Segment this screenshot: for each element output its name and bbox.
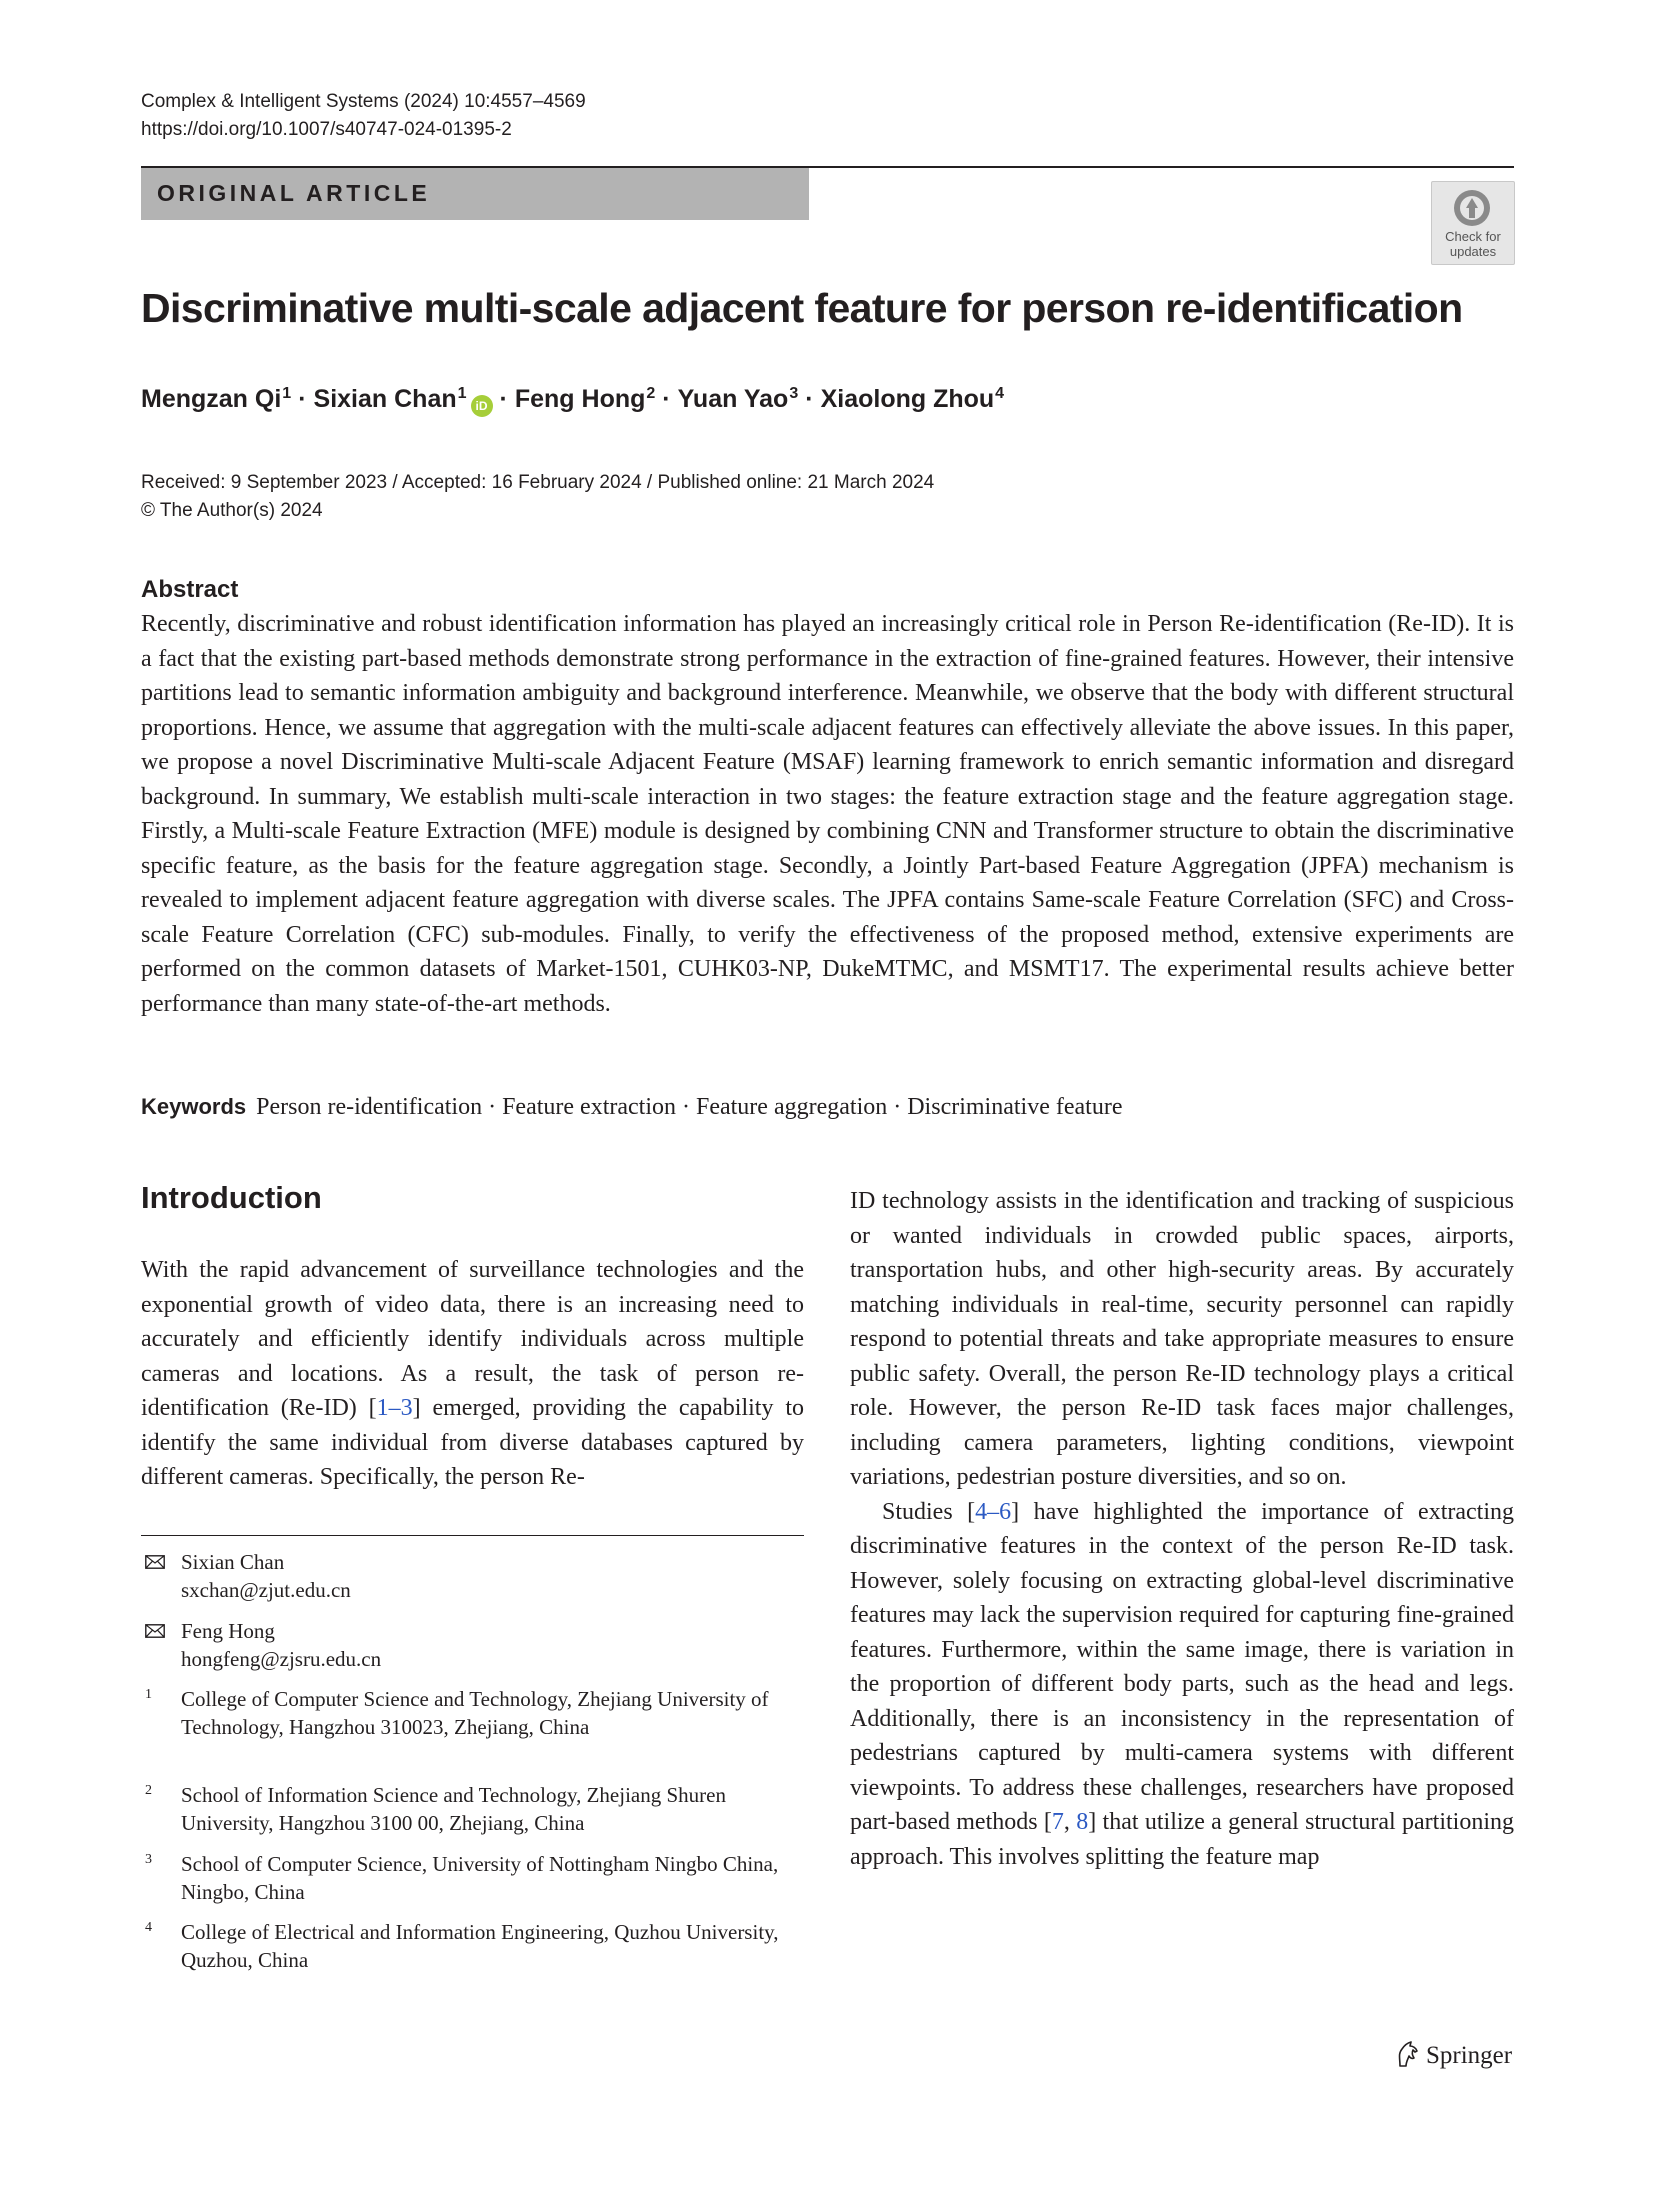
intro-right-column [850,1184,1514,1874]
author-list: Mengzan $Qi^1$ · Sixian Chan$^1$iD · Feng Hong$^2$ · Yuan Yao$^3$ · Xiaolong Zhou$^4$ [141,385,1004,417]
paper-title: Discriminative multi-scale adjacent feature for person re-identification [141,285,1463,331]
check-for-updates-badge[interactable] [1431,181,1515,265]
keywords-heading: Keywords [141,1094,247,1119]
keywords [141,1094,1122,1121]
affiliation-text: College of Computer Science and Technology, Zhejiang University of Technology, Hangzhou 310023, Zhejiang, China [181,1687,769,1739]
affiliation-number: 2 [145,1783,152,1798]
affiliation-number: 1 [145,1687,152,1702]
article-type-band [141,168,809,220]
author[interactable]: Yuan Yao$^3$ [677,385,799,413]
publisher-name: Springer [1426,2042,1513,2069]
author[interactable]: Mengzan Qi$^1$ [141,385,292,413]
citation-link[interactable]: 8 [1076,1809,1089,1835]
paragraph: ID technology assists in the identification and tracking of suspicious or wanted individuals in crowded public spaces, airports, transportation hubs, and other high-security areas. By accurately matching individuals in real-time, security personnel can rapidly respond to potential threats and take appropriate measures to ensure public safety. Overall, the person Re-ID technology plays a critical role. However, the person Re-ID task faces major challenges, including camera parameters, lighting conditions, viewpoint variations, pedestrian posture diversities, and so on. [850,1188,1514,1490]
keywords-text: Person re-identification · Feature extraction · Feature aggregation · Discriminative feature [256,1094,1123,1120]
affiliation [141,1685,804,1769]
copyright-line: © The Author(s) 2024 [141,500,323,521]
badge-label: Check for updates [1445,229,1501,259]
corresponding-author [141,1617,804,1677]
citation-link[interactable]: 7 [1051,1809,1064,1835]
author-name: Feng Hong [181,1619,275,1643]
publisher-logo [1394,2040,1512,2070]
author-name: Sixian Chan [181,1550,285,1574]
affiliation-text: College of Electrical and Information Engineering, Quzhou University, Quzhou, China [181,1920,779,1972]
affiliation-text: School of Computer Science, University of Nottingham Ningbo China, Ningbo, China [181,1852,779,1904]
affiliation [141,1850,804,1906]
section-heading-introduction: Introduction [141,1180,322,1215]
corresponding-author [141,1548,804,1608]
publication-dates [141,469,934,525]
affiliation-number: 4 [145,1920,152,1935]
doi-link[interactable]: https://doi.org/10.1007/s40747-024-01395-2 [141,119,512,140]
affiliation [141,1918,804,1974]
citation-link[interactable]: 1–3 [376,1395,413,1421]
footnote-rule [141,1535,804,1536]
citation-link[interactable]: 4–6 [975,1498,1012,1525]
email-link[interactable]: sxchan@zjut.edu.cn [181,1578,351,1602]
affiliation-number: 3 [145,1852,152,1867]
orcid-icon[interactable]: iD [471,395,493,417]
article-type-label: ORIGINAL ARTICLE [157,180,431,206]
journal-header [141,88,586,144]
abstract-text: Recently, discriminative and robust identification information has played an increasingly critical role in Person Re-identification (Re-ID). It is a fact that the existing part-based methods demonstrate strong performance in the extraction of fine-grained features. However, their intensive partitions lead to semantic information ambiguity and background interference. Meanwhile, we observe that the body with different structural proportions. Hence, we assume that aggregation with the multi-scale adjacent features can effectively alleviate the above issues. In this paper, we propose a novel Discriminative Multi-scale Adjacent Feature (MSAF) learning framework to enrich semantic information and disregard background. In summary, We establish multi-scale interaction in two stages: the feature extraction stage and the feature aggregation stage. Firstly, a Multi-scale Feature Extraction (MFE) module is designed by combining CNN and Transformer structure to obtain the discriminative specific feature, as the basis for the feature aggregation stage. Secondly, a Jointly Part-based Feature Aggregation (JPFA) mechanism is revealed to implement adjacent feature aggregation with diverse scales. The JPFA contains Same-scale Feature Correlation (SFC) and Cross-scale Feature Correlation (CFC) sub-modules. Finally, to verify the effectiveness of the proposed method, extensive experiments are performed on the common datasets of Market-1501, CUHK03-NP, DukeMTMC, and MSMT17. The experimental results achieve better performance than many state-of-the-art methods. [141,611,1514,1017]
journal-citation: Complex & Intelligent Systems (2024) 10:4557–4569 [141,91,586,112]
envelope-icon [145,1555,165,1569]
check-for-updates-icon [1452,188,1492,228]
affiliation-text: School of Information Science and Technology, Zhejiang Shuren University, Hangzhou 3100 00, Zhejiang, China [181,1783,726,1835]
affiliation [141,1781,804,1837]
author[interactable]: Feng Hong$^2$ [514,385,656,413]
author[interactable]: Sixian Chan$^1$iD [314,385,493,413]
dates-line: Received: 9 September 2023 / Accepted: 16 February 2024 / Published online: 21 March 2024 [141,472,935,493]
paragraph: Studies [4–6] have highlighted the importance of extracting discriminative features in the context of the person Re-ID task. However, solely focusing on extracting global-level discriminative features may lack the supervision required for capturing fine-grained features. Furthermore, within the same image, there is variation in the proportion of different body parts, such as the head and legs. Additionally, there is an inconsistency in the representation of pedestrians captured by multi-camera systems with different viewpoints. To address these challenges, researchers have proposed part-based methods [7, 8] that utilize a general structural partitioning approach. This involves splitting the feature map [850,1498,1515,1870]
author[interactable]: Xiaolong Zhou$^4$ [820,385,1005,413]
abstract-heading: Abstract [141,576,239,603]
email-link[interactable]: hongfeng@zjsru.edu.cn [181,1647,382,1671]
envelope-icon [145,1624,165,1638]
intro-left-column: With the rapid advancement of surveillance technologies and the exponential growth of video data, there is an increasing need to accurately and efficiently identify individuals across multiple cameras and locations. As a result, the task of person re-identification (Re-ID) [1–3] emerged, providing the capability to identify the same individual from diverse databases captured by different cameras. Specifically, the person Re- [141,1257,804,1490]
springer-horse-icon [1394,2040,1420,2068]
